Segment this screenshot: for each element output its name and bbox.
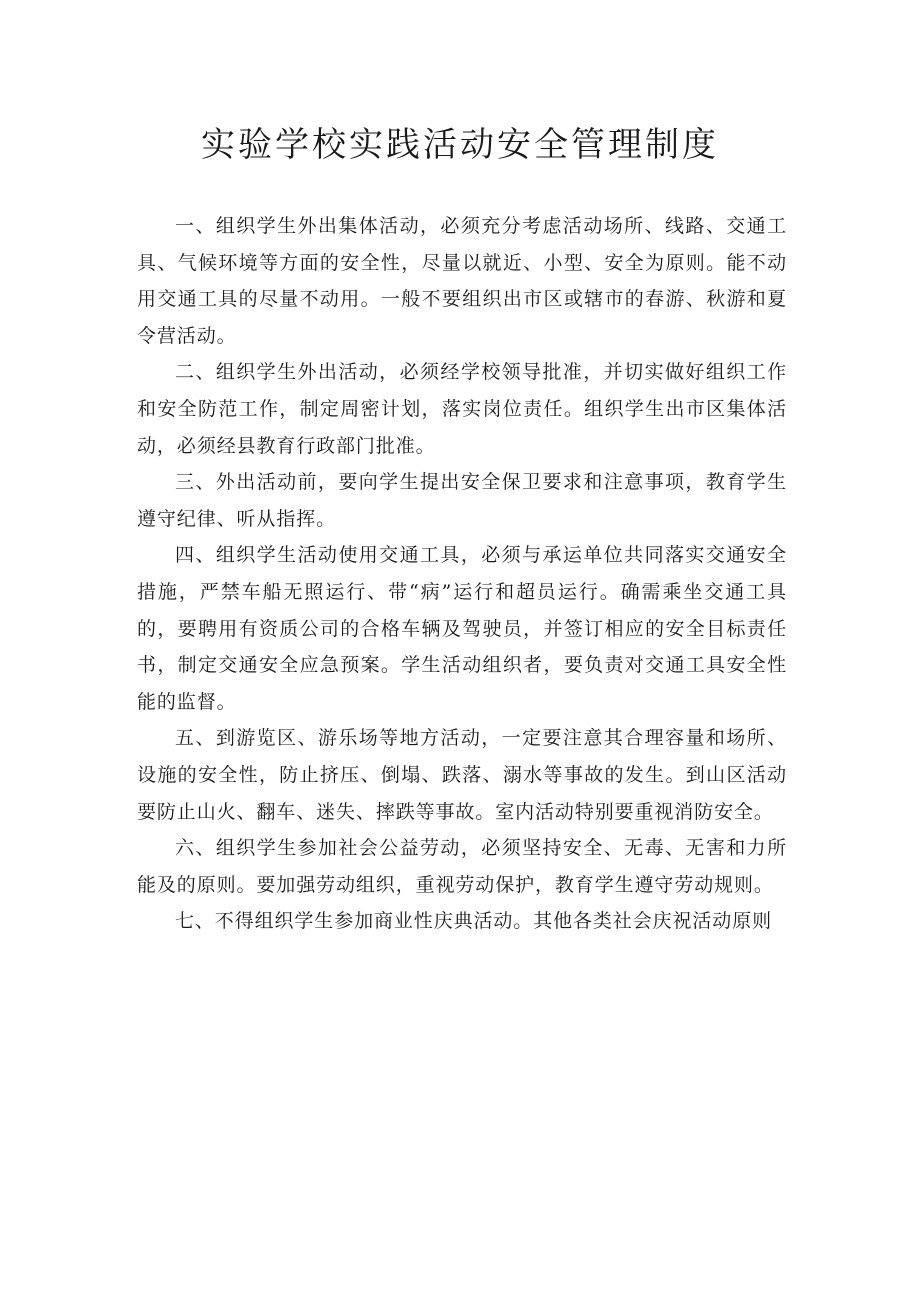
paragraph-5: 五、到游览区、游乐场等地方活动，一定要注意其合理容量和场所、设施的安全性，防止挤压、倒塌、跌落、溺水等事故的发生。到山区活动要防止山火、翻车、迷失、摔跌等事故。室内活动特别要重视消防安全。 — [137, 727, 787, 823]
document-body — [137, 208, 787, 940]
paragraph-7: 七、不得组织学生参加商业性庆典活动。其他各类社会庆祝活动原则 — [175, 910, 773, 933]
paragraph-3: 三、外出活动前，要向学生提出安全保卫要求和注意事项，教育学生遵守纪律、听从指挥。 — [137, 471, 787, 530]
paragraph-1: 一、组织学生外出集体活动，必须充分考虑活动场所、线路、交通工具、气候环境等方面的安全性，尽量以就近、小型、安全为原则。能不动用交通工具的尽量不动用。一般不要组织出市区或辖市的春游、秋游和夏令营活动。 — [137, 215, 787, 347]
document-title: 实验学校实践活动安全管理制度 — [201, 125, 719, 165]
paragraph-2: 二、组织学生外出活动，必须经学校领导批准，并切实做好组织工作和安全防范工作，制定周密计划，落实岗位责任。组织学生出市区集体活动，必须经县教育行政部门批准。 — [137, 361, 787, 457]
paragraph-4: 四、组织学生活动使用交通工具，必须与承运单位共同落实交通安全措施，严禁车船无照运行、带“病”运行和超员运行。确需乘坐交通工具的，要聘用有资质公司的合格车辆及驾驶员，并签订相应的安全目标责任书，制定交通安全应急预案。学生活动组织者，要负责对交通工具安全性能的监督。 — [137, 544, 787, 713]
paragraph-6: 六、组织学生参加社会公益劳动，必须坚持安全、无毒、无害和力所能及的原则。要加强劳动组织，重视劳动保护，教育学生遵守劳动规则。 — [137, 837, 787, 896]
